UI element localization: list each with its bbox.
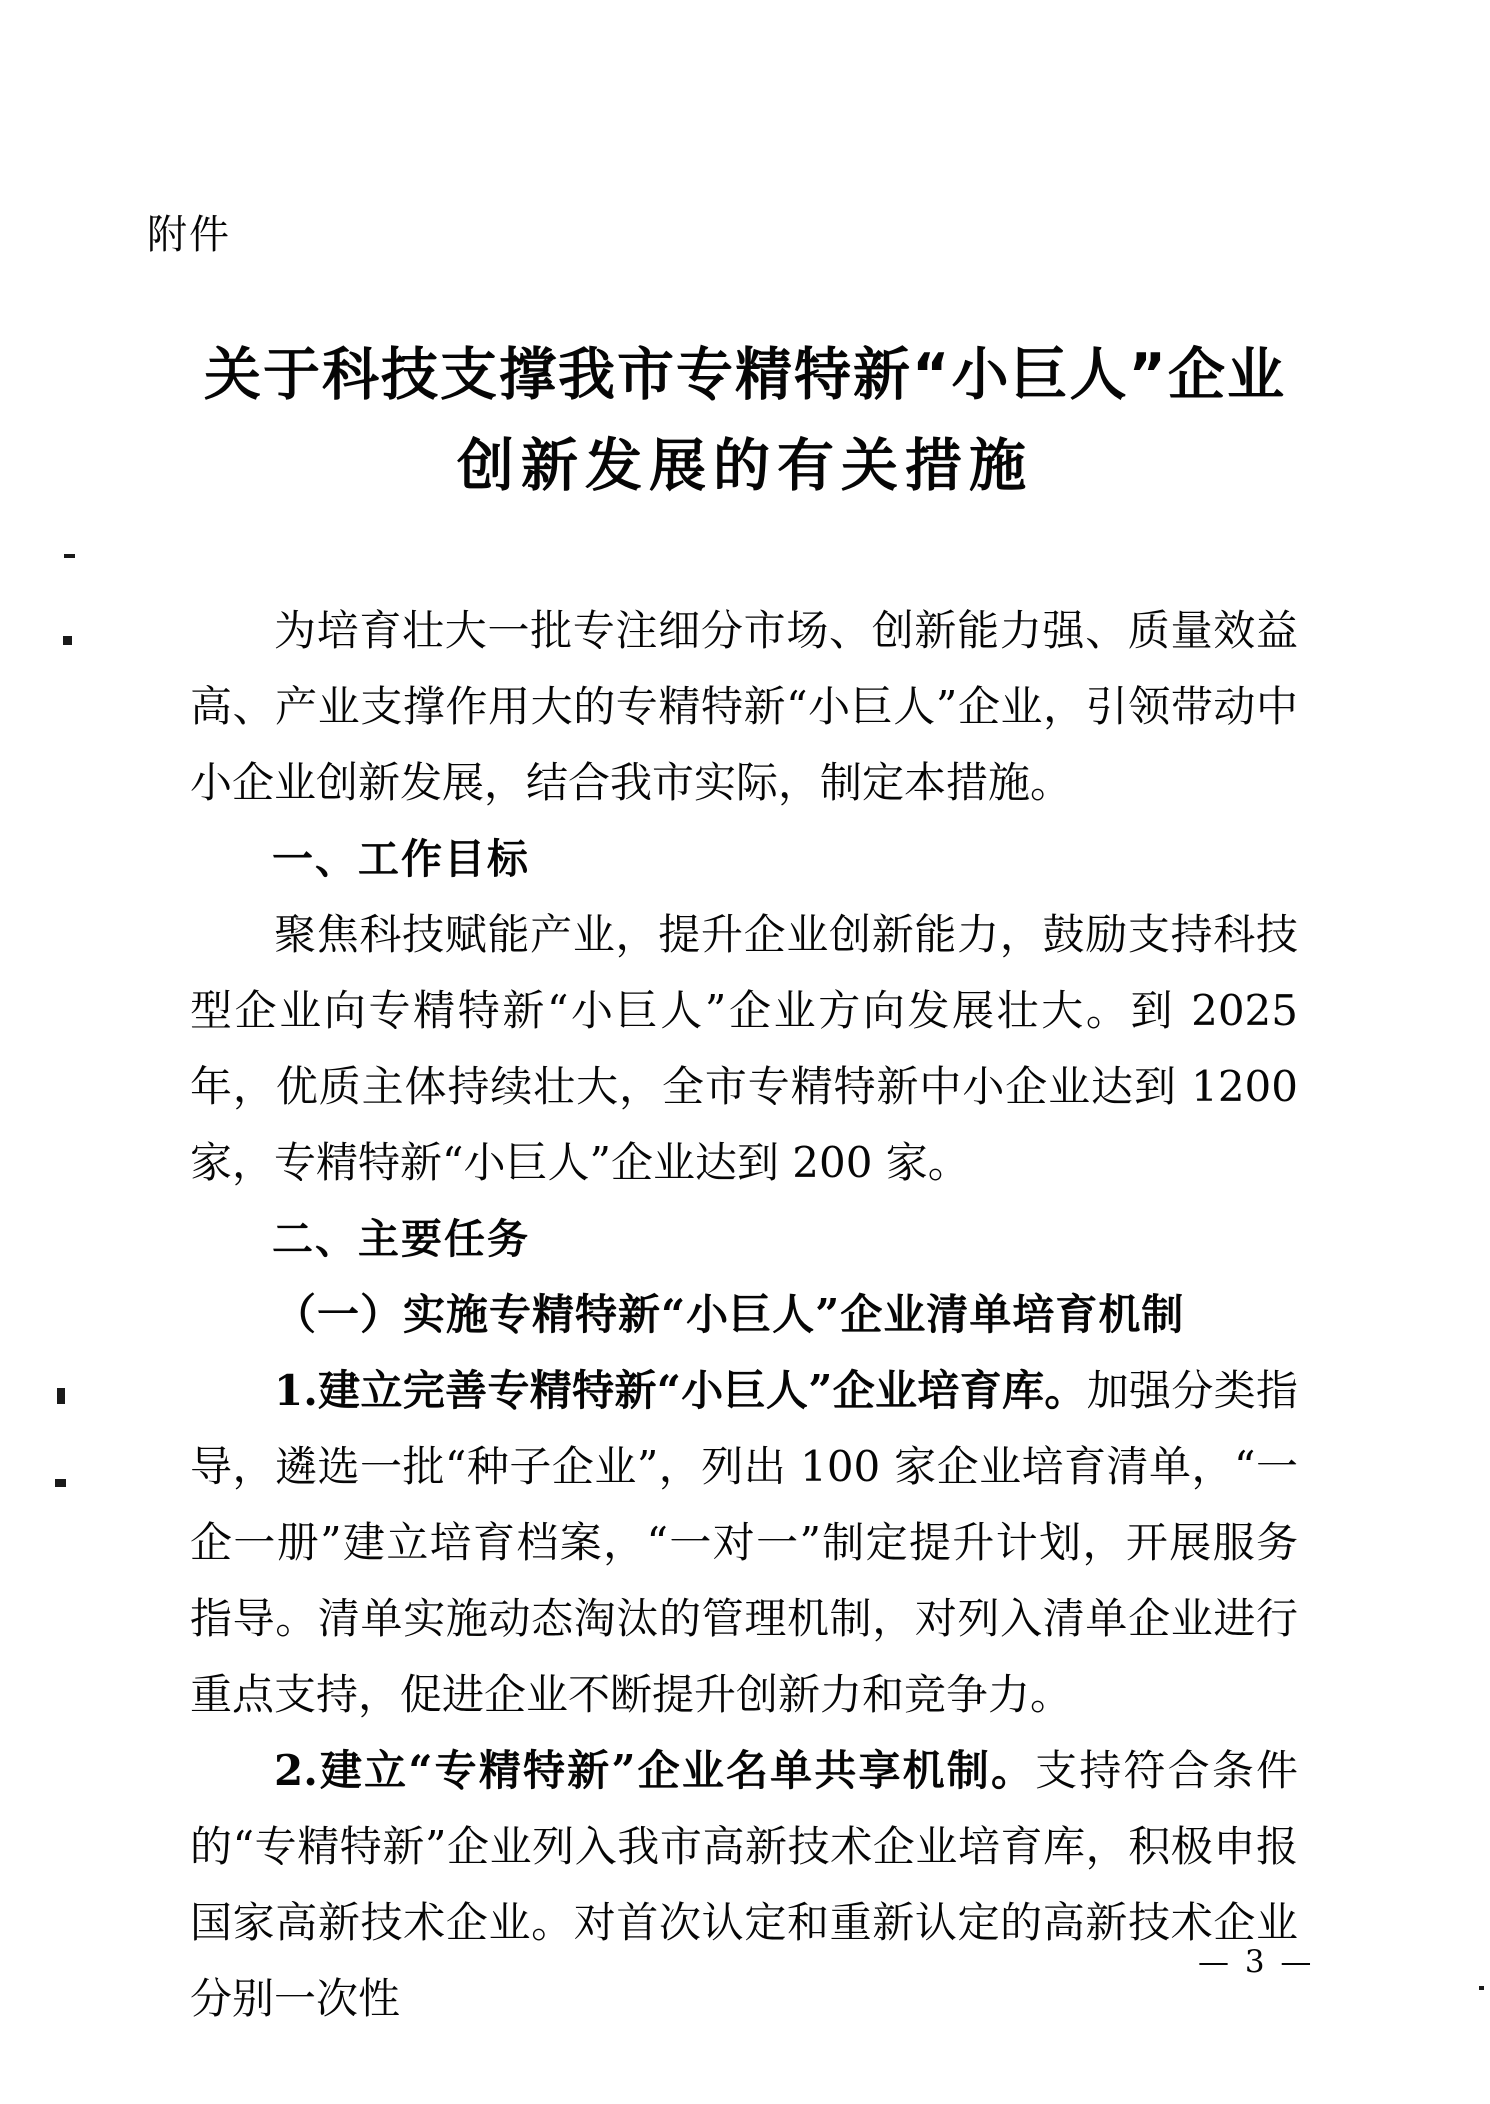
scan-speck (1479, 1986, 1484, 1990)
page-number: — 3 — (1198, 1944, 1315, 1980)
doc-title-line2: 创新发展的有关措施 (457, 433, 1033, 499)
attachment-label: 附件 (147, 212, 231, 258)
task-item-1-lead: 1.建立完善专精特新“小巨人”企业培育库。 (274, 1366, 1087, 1415)
task-item-1 (190, 1353, 1298, 1733)
section-1-heading: 一、工作目标 (272, 835, 530, 883)
section-1-paragraph: 聚焦科技赋能产业，提升企业创新能力，鼓励支持科技型企业向专精特新“小巨人”企业方向发展壮大。到 2025 年，优质主体持续壮大，全市专精特新中小企业达到 1200 家，专精特新“小巨人”企业达到 200 家。 (190, 910, 1298, 1187)
doc-title (0, 330, 1490, 512)
subsection-1-heading: （一）实施专精特新“小巨人”企业清单培育机制 (274, 1290, 1185, 1339)
section-2-heading: 二、主要任务 (272, 1215, 530, 1263)
doc-body (190, 593, 1298, 2037)
task-item-2 (190, 1733, 1298, 2037)
scan-speck (64, 554, 75, 558)
doc-title-line1: 关于科技支撑我市专精特新“小巨人”企业 (204, 342, 1286, 408)
task-item-1-text: 加强分类指导，遴选一批“种子企业”，列出 100 家企业培育清单，“一企一册”建立培育档案，“一对一”制定提升计划，开展服务指导。清单实施动态淘汰的管理机制，对列入清单企业进行重点支持，促进企业不断提升创新力和竞争力。 (190, 1366, 1298, 1719)
task-item-2-text: 支持符合条件的“专精特新”企业列入我市高新技术企业培育库，积极申报国家高新技术企业。对首次认定和重新认定的高新技术企业分别一次性 (190, 1746, 1298, 2023)
scan-speck (55, 1479, 66, 1487)
scan-speck (57, 1388, 65, 1404)
task-item-2-lead: 2.建立“专精特新”企业名单共享机制。 (274, 1746, 1036, 1795)
scan-speck (63, 636, 72, 645)
intro-paragraph: 为培育壮大一批专注细分市场、创新能力强、质量效益高、产业支撑作用大的专精特新“小巨人”企业，引领带动中小企业创新发展，结合我市实际，制定本措施。 (190, 606, 1298, 807)
